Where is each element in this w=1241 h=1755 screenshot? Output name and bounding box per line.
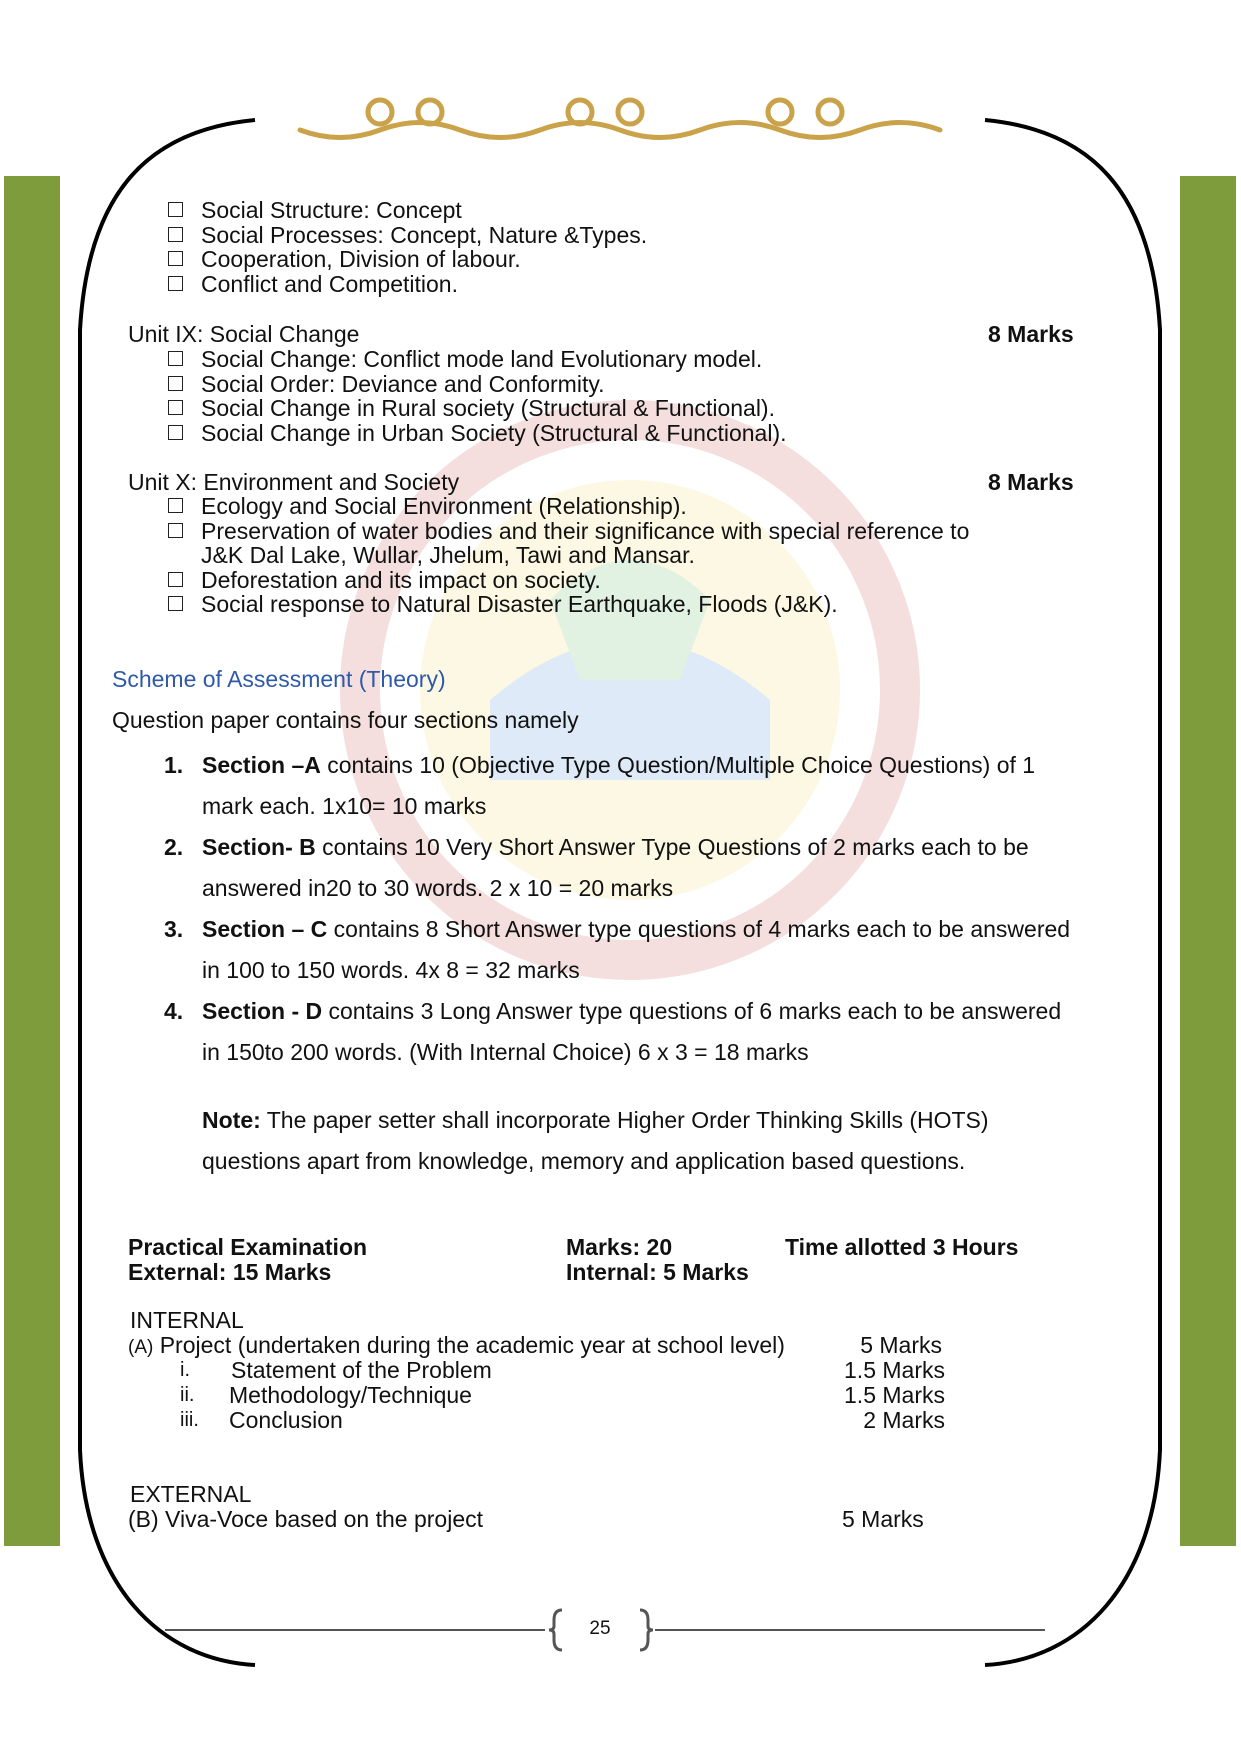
checkbox-icon xyxy=(168,376,183,391)
item-num: iii. xyxy=(180,1409,199,1431)
unit9-marks: 8 Marks xyxy=(988,321,1074,347)
list-item: Deforestation and its impact on society. xyxy=(166,568,969,593)
ornament-header xyxy=(300,100,940,138)
checkbox-icon xyxy=(168,227,183,242)
internal-heading: INTERNAL xyxy=(130,1307,244,1333)
list-item: 3. Section – C contains 8 Short Answer type questions of 4 marks each to be answered in 100 to 150 words. 4x 8 = 32 marks xyxy=(164,916,1071,983)
item-text: Statement of the Problem xyxy=(231,1357,492,1383)
practical-marks: Marks: 20 xyxy=(566,1234,673,1260)
practical-time: Time allotted 3 Hours xyxy=(785,1234,1019,1260)
list-item: 2. Section- B contains 10 Very Short Answer Type Questions of 2 marks each to be answered in20 to 30 words. 2 x 10 = 20 marks xyxy=(164,834,1029,901)
list-item: Ecology and Social Environment (Relationship). xyxy=(166,494,969,519)
item-text: Methodology/Technique xyxy=(229,1382,472,1408)
checkbox-icon xyxy=(168,276,183,291)
item-marks: 2 Marks xyxy=(863,1407,945,1433)
practical-internal: Internal: 5 Marks xyxy=(566,1259,749,1285)
item-marks: 1.5 Marks xyxy=(844,1382,945,1408)
assessment-heading: Scheme of Assessment (Theory) xyxy=(112,666,446,692)
checkbox-icon xyxy=(168,498,183,513)
checkbox-icon xyxy=(168,202,183,217)
checkbox-icon xyxy=(168,596,183,611)
item-marks: 1.5 Marks xyxy=(844,1357,945,1383)
list-item: 4. Section - D contains 3 Long Answer type questions of 6 marks each to be answered in 150to 200 words. (With Internal Choice) 6 x 3 = 18 marks xyxy=(164,998,1062,1065)
assessment-intro: Question paper contains four sections namely xyxy=(112,707,579,733)
checkbox-icon xyxy=(168,251,183,266)
list-item: Conflict and Competition. xyxy=(166,272,647,297)
practical-title: Practical Examination xyxy=(128,1234,368,1260)
item-num: ii. xyxy=(180,1384,195,1406)
item-text: Conclusion xyxy=(229,1407,343,1433)
sections-list xyxy=(164,745,1084,1073)
viva-line: (B) Viva-Voce based on the project xyxy=(128,1506,484,1532)
list-item: Social response to Natural Disaster Earthquake, Floods (J&K). xyxy=(166,592,969,617)
list-item: Social Processes: Concept, Nature &Types. xyxy=(166,223,647,248)
unit9-list xyxy=(166,347,787,445)
list-item: 1. Section –A contains 10 (Objective Type Question/Multiple Choice Questions) of 1 mark each. 1x10= 10 marks xyxy=(164,752,1036,819)
external-heading: EXTERNAL xyxy=(130,1481,252,1507)
checkbox-icon xyxy=(168,425,183,440)
list-item: Social Change in Urban Society (Structural & Functional). xyxy=(166,421,787,446)
list-item: Cooperation, Division of labour. xyxy=(166,247,647,272)
checkbox-icon xyxy=(168,351,183,366)
checkbox-icon xyxy=(168,523,183,538)
project-line: (A) Project (undertaken during the academic year at school level) xyxy=(128,1332,785,1358)
list-item: Social Change in Rural society (Structural & Functional). xyxy=(166,396,787,421)
list-item: J&K Dal Lake, Wullar, Jhelum, Tawi and Mansar. xyxy=(201,542,695,568)
list-item: Social Change: Conflict mode land Evolutionary model. xyxy=(166,347,787,372)
unit10-marks: 8 Marks xyxy=(988,469,1074,495)
item-num: i. xyxy=(180,1359,190,1381)
unit10-list xyxy=(166,494,969,617)
list-item: Preservation of water bodies and their significance with special reference to xyxy=(166,519,969,544)
practical-external: External: 15 Marks xyxy=(128,1259,332,1285)
unit9-title: Unit IX: Social Change xyxy=(128,321,360,347)
list-item: Social Structure: Concept xyxy=(166,198,647,223)
checkbox-icon xyxy=(168,572,183,587)
unit10-title: Unit X: Environment and Society xyxy=(128,469,460,495)
list-item: Social Order: Deviance and Conformity. xyxy=(166,372,787,397)
project-marks: 5 Marks xyxy=(860,1332,942,1358)
top-bullet-list xyxy=(166,198,647,296)
page-number: 25 xyxy=(589,1618,611,1639)
note-paragraph: Note: The paper setter shall incorporate Higher Order Thinking Skills (HOTS) questions apart from knowledge, memory and application based questions. xyxy=(202,1107,989,1174)
checkbox-icon xyxy=(168,400,183,415)
viva-marks: 5 Marks xyxy=(842,1506,924,1532)
